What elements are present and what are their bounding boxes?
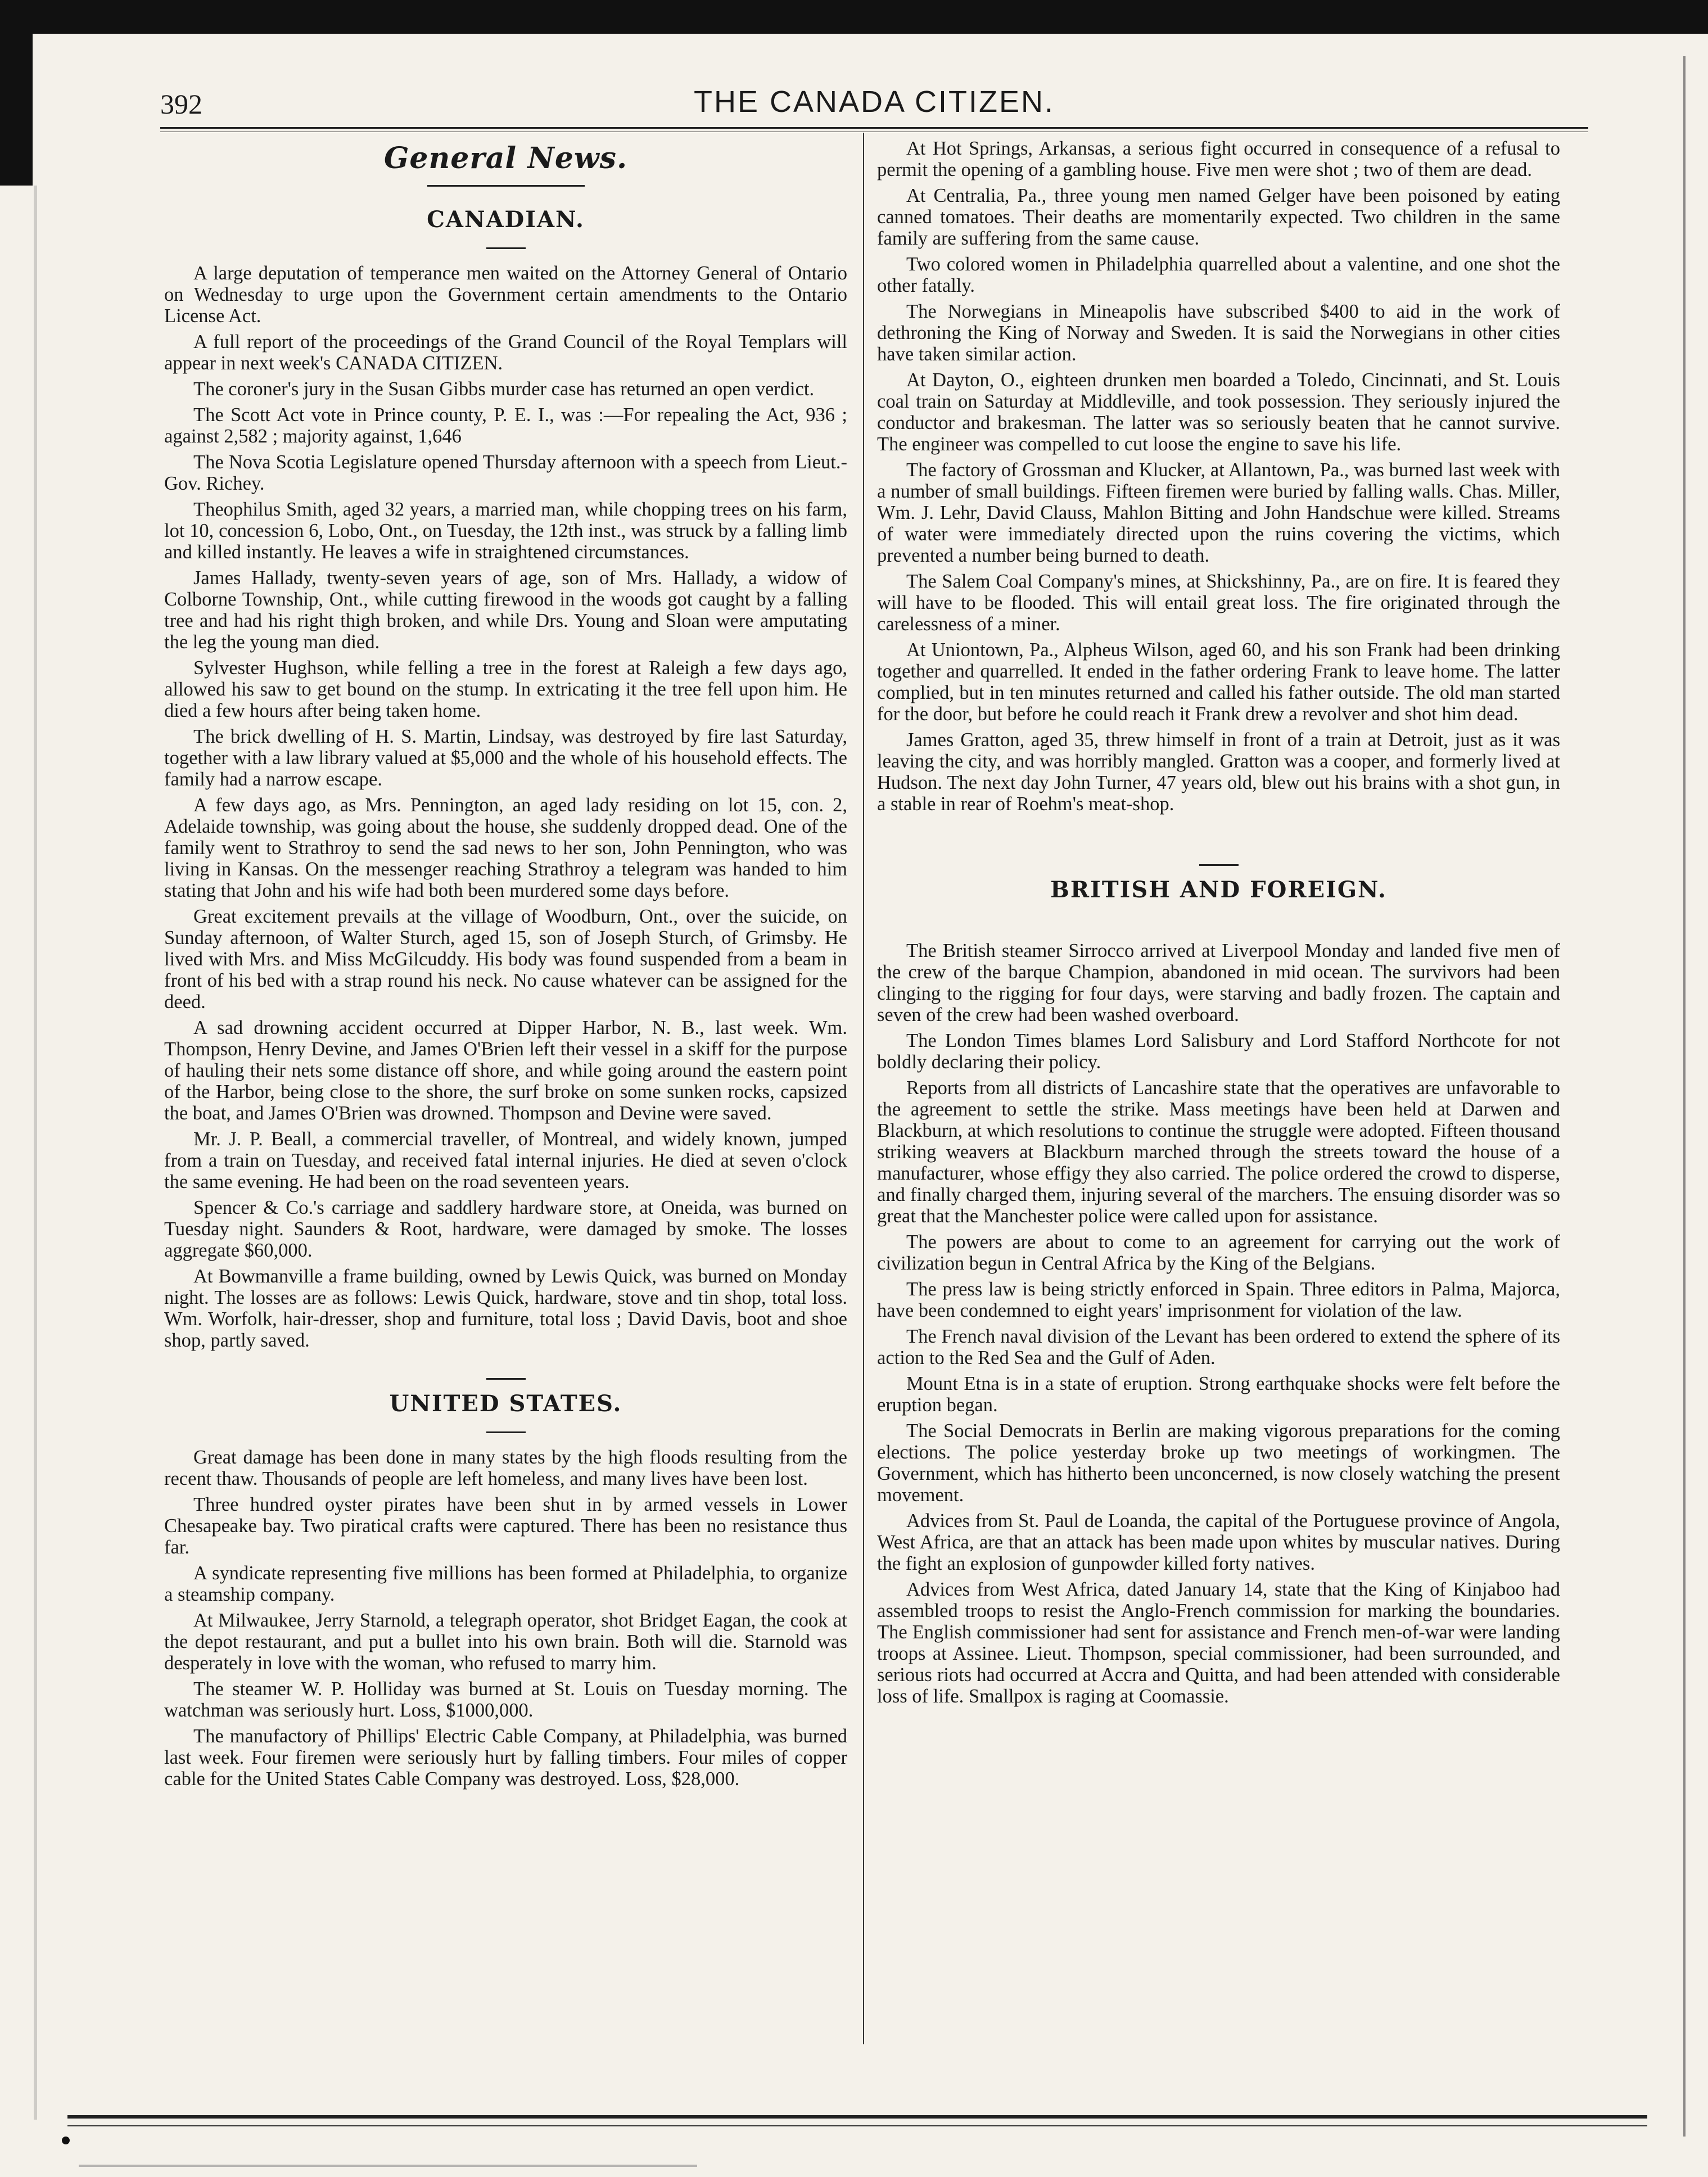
article: The factory of Grossman and Klucker, at Allantown, Pa., was burned last week with a number of small buildings. Fifteen firemen were buried by falling walls. Chas. Miller, Wm. J. Lehr, David Clauss, Mahlon Bitting and John Handschue were killed. Streams of water were immediately directed upon the ruins covering the victims, which prevented a number being burned to death. xyxy=(877,459,1560,566)
canadian-heading: CANADIAN. xyxy=(427,206,585,233)
article: Two colored women in Philadelphia quarrelled about a valentine, and one shot the other fatally. xyxy=(877,254,1560,296)
scan-top-border xyxy=(0,0,1708,34)
article: A full report of the proceedings of the Grand Council of the Royal Templars will appear in next week's CANADA CITIZEN. xyxy=(164,331,847,374)
article: Three hundred oyster pirates have been shut in by armed vessels in Lower Chesapeake bay. Two piratical crafts were captured. There has been no resistance thus far. xyxy=(164,1494,847,1558)
article: The manufactory of Phillips' Electric Cable Company, at Philadelphia, was burned last week. Four firemen were seriously hurt by falling timbers. Four miles of copper cable for the United States Cable Company was destroyed. Loss, $28,000. xyxy=(164,1726,847,1790)
left-column xyxy=(164,138,847,1794)
masthead-title: THE CANADA CITIZEN. xyxy=(693,85,1055,119)
article: At Uniontown, Pa., Alpheus Wilson, aged 60, and his son Frank had been drinking together and quarrelled. It ended in the father ordering Frank to leave home. The latter complied, but in ten minutes returned and called his father outside. The old man started for the door, but before he could reach it Frank drew a revolver and shot him dead. xyxy=(877,639,1560,725)
section-rule xyxy=(1199,864,1239,866)
article: Great damage has been done in many states by the high floods resulting from the recent thaw. Thousands of people are left homeless, and many lives have been lost. xyxy=(164,1447,847,1489)
header-rule xyxy=(160,127,1588,129)
article: The powers are about to come to an agreement for carrying out the work of civilization begun in Central Africa by the King of the Belgians. xyxy=(877,1231,1560,1274)
scan-left-edge xyxy=(34,186,37,2120)
article: The Norwegians in Mineapolis have subscribed $400 to aid in the work of dethroning the King of Norway and Sweden. It is said the Norwegians in other cities have taken similar action. xyxy=(877,301,1560,365)
united-states-heading: UNITED STATES. xyxy=(389,1390,622,1417)
article: The London Times blames Lord Salisbury and Lord Stafford Northcote for not boldly declaring their policy. xyxy=(877,1030,1560,1073)
section-rule xyxy=(486,247,526,249)
article: A syndicate representing five millions has been formed at Philadelphia, to organize a steamship company. xyxy=(164,1562,847,1605)
article: The Salem Coal Company's mines, at Shickshinny, Pa., are on fire. It is feared they will have to be flooded. This will entail great loss. The fire originated through the carelessness of a miner. xyxy=(877,571,1560,635)
united-states-articles xyxy=(164,1447,847,1790)
general-news-heading: General News. xyxy=(383,141,628,175)
british-foreign-articles xyxy=(877,940,1560,1707)
scan-right-edge xyxy=(1683,56,1686,2137)
article: The Social Democrats in Berlin are making vigorous preparations for the coming elections. The police yesterday broke up two meetings of workingmen. The Government, which has hitherto been unconcerned, is now closely watching the present movement. xyxy=(877,1420,1560,1506)
footer-rule xyxy=(67,2115,1647,2119)
article: At Bowmanville a frame building, owned by Lewis Quick, was burned on Monday night. The losses are as follows: Lewis Quick, hardware, stove and tin shop, total loss. Wm. Worfolk, hair-dresser, shop and furniture, total loss ; David Davis, boot and shoe shop, partly saved. xyxy=(164,1266,847,1351)
article: The coroner's jury in the Susan Gibbs murder case has returned an open verdict. xyxy=(193,378,815,400)
canadian-articles xyxy=(164,263,847,1351)
article: Advices from St. Paul de Loanda, the capital of the Portuguese province of Angola, West Africa, are that an attack has been made upon whites by muscular natives. During the fight an explosion of gunpowder killed forty natives. xyxy=(877,1510,1560,1574)
article: A few days ago, as Mrs. Pennington, an aged lady residing on lot 15, con. 2, Adelaide township, was going about the house, she suddenly dropped dead. One of the family went to Strathroy to send the sad news to her son, John Pennington, who was living in Kansas. On the messenger reaching Strathroy a telegram was handed to him stating that John and his wife had both been murdered some days before. xyxy=(164,794,847,901)
right-column xyxy=(877,138,1560,1711)
article: Great excitement prevails at the village of Woodburn, Ont., over the suicide, on Sunday afternoon, of Walter Sturch, aged 15, son of Joseph Sturch, of Grimsby. He lived with Mrs. and Miss McGilcuddy. His body was found suspended from a beam in front of his bed with a strap round his neck. No cause whatever can be assigned for the deed. xyxy=(164,906,847,1013)
article: Mount Etna is in a state of eruption. Strong earthquake shocks were felt before the eruption began. xyxy=(877,1373,1560,1416)
section-rule xyxy=(486,1378,526,1380)
article: Theophilus Smith, aged 32 years, a married man, while chopping trees on his farm, lot 10, concession 6, Lobo, Ont., on Tuesday, the 12th inst., was struck by a falling limb and killed instantly. He leaves a wife in straightened circumstances. xyxy=(164,499,847,563)
article: At Centralia, Pa., three young men named Gelger have been poisoned by eating canned tomatoes. Their deaths are momentarily expected. Two children in the same family are suffering from the same cause. xyxy=(877,185,1560,249)
article: Mr. J. P. Beall, a commercial traveller, of Montreal, and widely known, jumped from a train on Tuesday, and received fatal internal injuries. He died at seven o'clock the same evening. He had been on the road seventeen years. xyxy=(164,1128,847,1193)
article: Spencer & Co.'s carriage and saddlery hardware store, at Oneida, was burned on Tuesday night. Saunders & Root, hardware, were damaged by smoke. The losses aggregate $60,000. xyxy=(164,1197,847,1261)
article: At Hot Springs, Arkansas, a serious fight occurred in consequence of a refusal to permit the opening of a gambling house. Five men were shot ; two of them are dead. xyxy=(877,138,1560,180)
scan-mark xyxy=(79,2165,697,2167)
article: James Hallady, twenty-seven years of age, son of Mrs. Hallady, a widow of Colborne Township, Ont., while cutting firewood in the woods got caught by a falling tree and had his right thigh broken, and while Drs. Young and Sloan were amputating the leg the young man died. xyxy=(164,567,847,653)
footer-rule-thin xyxy=(67,2125,1647,2126)
article: The Nova Scotia Legislature opened Thursday afternoon with a speech from Lieut.-Gov. Richey. xyxy=(164,451,847,494)
article: James Gratton, aged 35, threw himself in front of a train at Detroit, just as it was leaving the city, and was horribly mangled. Gratton was a cooper, and formerly lived at Hudson. The next day John Turner, 47 years old, blew out his brains with a shot gun, in a stable in rear of Roehm's meat-shop. xyxy=(877,729,1560,815)
section-rule xyxy=(486,1431,526,1433)
article: The brick dwelling of H. S. Martin, Lindsay, was destroyed by fire last Saturday, together with a law library valued at $5,000 and the whole of his household effects. The family had a narrow escape. xyxy=(164,726,847,790)
page-number: 392 xyxy=(160,88,202,120)
general-news-rule xyxy=(427,185,585,187)
united-states-continued xyxy=(877,138,1560,815)
article: A large deputation of temperance men waited on the Attorney General of Ontario on Wednesday to urge upon the Government certain amendments to the Ontario License Act. xyxy=(164,263,847,327)
article: The British steamer Sirrocco arrived at Liverpool Monday and landed five men of the crew of the barque Champion, abandoned in mid ocean. The survivors had been clinging to the rigging for four days, were starving and badly frozen. The captain and seven of the crew had been washed overboard. xyxy=(877,940,1560,1026)
article: Advices from West Africa, dated January 14, state that the King of Kinjaboo had assembled troops to resist the Anglo-French commission for marking the boundaries. The English commissioner had sent for assistance and French men-of-war were landing troops at Assinee. Lieut. Thompson, special commissioner, had been surrounded, and serious riots had occurred at Accra and Quitta, and had been attended with considerable loss of life. Smallpox is raging at Coomassie. xyxy=(877,1579,1560,1707)
article: The French naval division of the Levant has been ordered to extend the sphere of its action to the Red Sea and the Gulf of Aden. xyxy=(877,1326,1560,1368)
article: The Scott Act vote in Prince county, P. E. I., was :—For repealing the Act, 936 ; against 2,582 ; majority against, 1,646 xyxy=(164,404,847,447)
article: At Milwaukee, Jerry Starnold, a telegraph operator, shot Bridget Eagan, the cook at the depot restaurant, and put a bullet into his own brain. Both will die. Starnold was desperately in love with the woman, who refused to marry him. xyxy=(164,1610,847,1674)
scan-dot xyxy=(62,2137,70,2144)
article: At Dayton, O., eighteen drunken men boarded a Toledo, Cincinnati, and St. Louis coal train on Saturday at Middleville, and took possession. They seriously injured the conductor and brakesman. The latter was so seriously beaten that he cannot survive. The engineer was compelled to cut loose the engine to save his life. xyxy=(877,369,1560,455)
page-header xyxy=(160,84,1588,129)
scan-left-border xyxy=(0,0,33,186)
article: The press law is being strictly enforced in Spain. Three editors in Palma, Majorca, have been condemned to eight years' imprisonment for violation of the law. xyxy=(877,1279,1560,1321)
article: A sad drowning accident occurred at Dipper Harbor, N. B., last week. Wm. Thompson, Henry Devine, and James O'Brien left their vessel in a skiff for the purpose of hauling their nets some distance off shore, and while going around the eastern point of the Harbor, being close to the shore, the surf broke on some sunken rocks, capsized the boat, and James O'Brien was drowned. Thompson and Devine were saved. xyxy=(164,1017,847,1124)
article: Sylvester Hughson, while felling a tree in the forest at Raleigh a few days ago, allowed his saw to get bound on the stump. In extricating it the tree fell upon him. He died a few hours after being taken home. xyxy=(164,657,847,721)
article: Reports from all districts of Lancashire state that the operatives are unfavorable to the agreement to settle the strike. Mass meetings have been held at Darwen and Blackburn, at which resolutions to continue the struggle were adopted. Fifteen thousand striking weavers at Blackburn marched through the streets toward the house of a manufacturer, whose effigy they also carried. The police ordered the crowd to disperse, and finally charged them, injuring several of the marchers. The ensuing disorder was so great that the Manchester police were called upon for assistance. xyxy=(877,1077,1560,1227)
article: The steamer W. P. Holliday was burned at St. Louis on Tuesday morning. The watchman was seriously hurt. Loss, $1000,000. xyxy=(164,1678,847,1721)
british-foreign-heading: BRITISH AND FOREIGN. xyxy=(1050,877,1387,903)
column-divider xyxy=(863,133,864,2044)
